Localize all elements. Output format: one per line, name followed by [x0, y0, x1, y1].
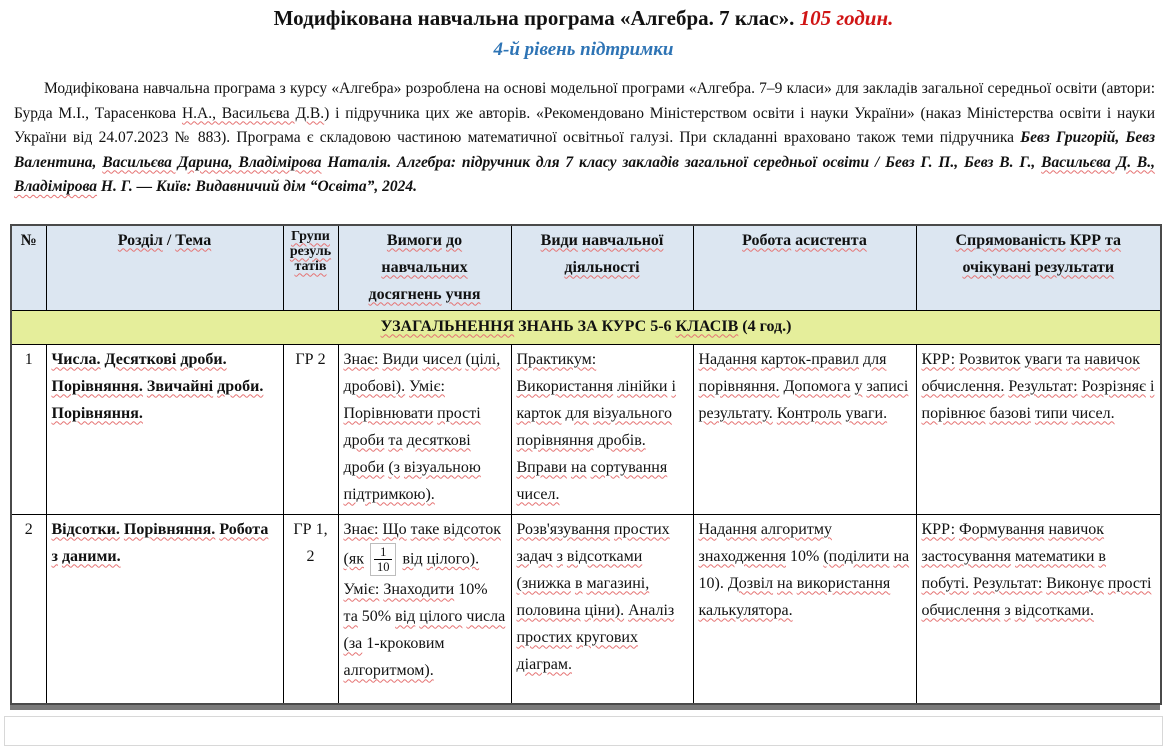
cell-krr: КРР: Розвиток уваги та навичок обчислення. Результат: Розрізняє і порівнює базові типи чисел.: [916, 344, 1161, 514]
next-page-table-fragment: [4, 716, 1163, 746]
cell-groups: ГР 1, 2: [283, 514, 338, 704]
cell-topic: Числа. Десяткові дроби. Порівняння. Звичайні дроби. Порівняння.: [46, 344, 283, 514]
curriculum-table: [10, 224, 1162, 706]
column-header-activities: Види навчальної діяльності: [511, 225, 693, 311]
column-header-topic: Розділ / Тема: [46, 225, 283, 311]
column-header-assistant: Робота асистента: [693, 225, 916, 311]
table-row: [11, 514, 1161, 704]
cell-topic: Відсотки. Порівняння. Робота з даними.: [46, 514, 283, 704]
cell-requirements: Знає: Види чисел (цілі, дробові). Уміє: Порівнювати прості дроби та десяткові дроби (з візуальною підтримкою).: [338, 344, 511, 514]
cell-assistant: Надання алгоритму знаходження 10% (поділити на 10). Дозвіл на використання калькулятора.: [693, 514, 916, 704]
fraction-one-tenth: $\frac{1}{10}$: [370, 543, 397, 577]
cell-krr: КРР: Формування навичок застосування математики в побуті. Результат: Виконує прості обчислення з відсотками.: [916, 514, 1161, 704]
cell-requirements: Знає: Що таке відсоток (як $\frac{1}{10}$ від цілого). Уміє: Знаходити 10% та 50% від цілого числа (за 1-кроковим алгоритмом).: [338, 514, 511, 704]
cell-number: 1: [11, 344, 46, 514]
table-row: [11, 344, 1161, 514]
intro-run: Наталія. Алгебра: підручник для 7 класу закладів загальної середньої освіти / Бевз Г. П., Бевз В. Г.,: [321, 153, 1042, 171]
section-header-row: [11, 310, 1161, 344]
cell-groups: ГР 2: [283, 344, 338, 514]
column-header-group: Групи результатів: [283, 225, 338, 311]
cell-number: 2: [11, 514, 46, 704]
intro-run: Н.А., Васильєва Д.В.: [181, 104, 325, 122]
column-header-krr: Спрямованість КРР та очікувані результати: [916, 225, 1161, 311]
section-header: УЗАГАЛЬНЕННЯ ЗНАНЬ ЗА КУРС 5-6 КЛАСІВ (4 год.): [11, 310, 1161, 344]
page-title: [0, 5, 1167, 31]
intro-run: Модифікована навчальна програма з курсу «Алгебра» розроблена на основі модельної програми «Алгебра. 7–9 класи» для закладів загальної середньої освіти (автори: Бурда М.І., Тарасенкова: [14, 80, 1155, 122]
intro-run: Васильєва Дарина, Владімірова: [102, 153, 322, 171]
intro-run: Васильєва Д. В., Владімірова: [14, 153, 1155, 195]
table-header-row: [11, 225, 1161, 311]
cell-assistant: Надання карток-правил для порівняння. Допомога у записі результату. Контроль уваги.: [693, 344, 916, 514]
column-header-num: №: [11, 225, 46, 311]
intro-run: Бевз Григорій, Бевз Валентина,: [14, 129, 1155, 171]
intro-run: Н. Г. — Київ: Видавничий дім “Освіта”, 2024.: [97, 178, 417, 195]
page-title-hours: 105 годин.: [799, 6, 894, 30]
intro-run: ) і підручника цих же авторів. «Рекомендовано Міністерством освіти і науки України» (наказ Міністерства освіти і науки України від 24.07.2023 № 883). Програма є складовою частиною математичної освітньої галузі. При складанні враховано також теми підручника: [14, 104, 1155, 146]
cell-activities: Практикум: Використання лінійки і карток для візуального порівняння дробів. Вправи на сортування чисел.: [511, 344, 693, 514]
intro-paragraph: [14, 77, 1155, 200]
cell-activities: Розв'язування простих задач з відсотками (знижка в магазині, половина ціни). Аналіз простих кругових діаграм.: [511, 514, 693, 704]
column-header-requirements: Вимоги до навчальних досягнень учня: [338, 225, 511, 311]
table-bottom-border: [10, 705, 1160, 710]
page-subtitle: 4-й рівень підтримки: [493, 39, 674, 60]
page-title-text: Модифікована навчальна програма «Алгебра. 7 клас».: [273, 6, 795, 30]
